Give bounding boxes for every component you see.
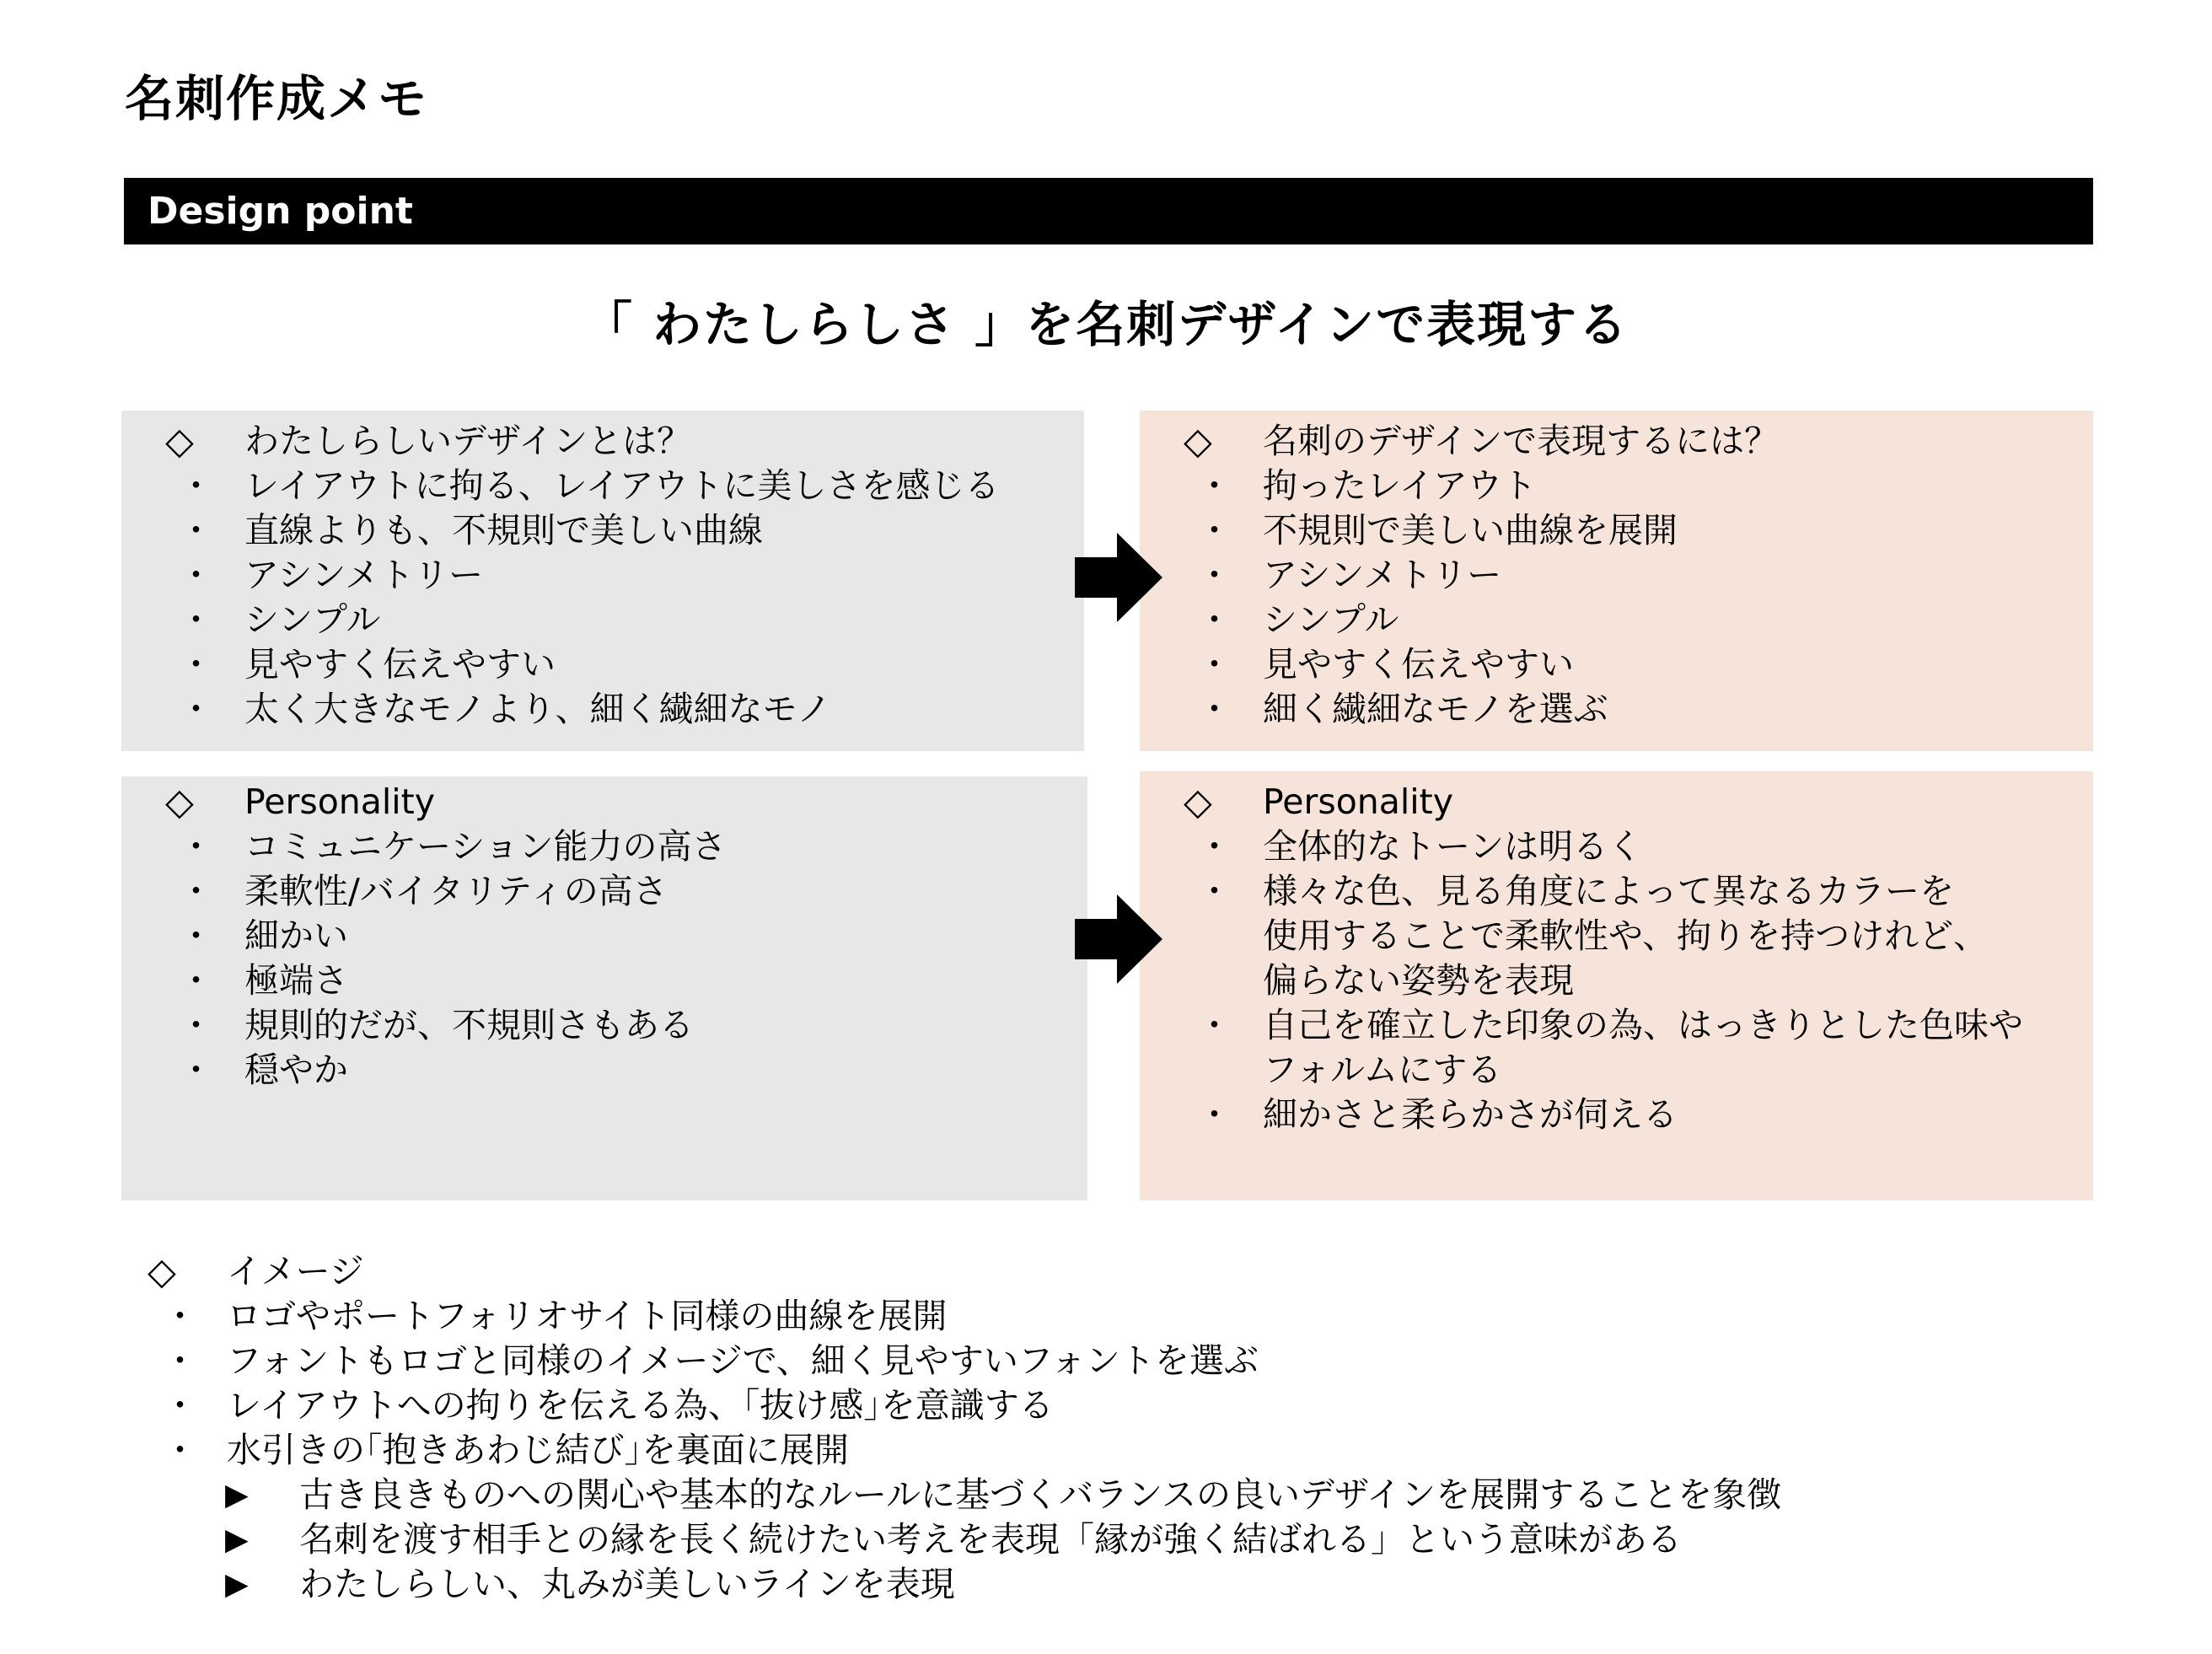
list-item-text: 規則的だが、不規則さもある (244, 1005, 694, 1045)
list-item (1165, 464, 1779, 508)
list-item-text: アシンメトリー (244, 555, 484, 595)
box-heading (147, 419, 999, 464)
image-section-heading-text: イメージ (227, 1251, 364, 1292)
list-item-text: 使用することで柔軟性や、拘りを持つけれど、 (1263, 916, 1989, 956)
list-item (148, 1383, 1781, 1428)
box-personality (121, 776, 1087, 1200)
list-item-text: 柔軟性/バイタリティの高さ (244, 871, 668, 911)
list-item-text: フォルムにする (1263, 1050, 1502, 1090)
list-item-text: 細かさと柔らかさが伺える (1263, 1094, 1678, 1135)
triangle-bullet-icon: ▶ (225, 1567, 249, 1602)
diamond-icon: ◇ (148, 1250, 176, 1293)
bullet-icon: ・ (163, 1385, 197, 1426)
bullet-icon: ・ (1197, 1094, 1232, 1135)
list-item (148, 1339, 1781, 1383)
list-item (147, 687, 999, 732)
list-item-text: 偏らない姿勢を表現 (1263, 960, 1574, 1001)
list-item-text: アシンメトリー (1263, 555, 1502, 595)
sub-list-item-text: 名刺を渡す相手との縁を長く続けたい考えを表現「縁が強く結ばれる」という意味がある (299, 1519, 1682, 1560)
bullet-icon: ・ (163, 1296, 197, 1336)
list-item-text: レイアウトへの拘りを伝える為、｢抜け感｣を意識する (227, 1385, 1054, 1426)
list-item (1165, 1003, 2023, 1048)
sub-list-item-text: 古き良きものへの関心や基本的なルールに基づくバランスの良いデザインを展開することを象徴 (299, 1474, 1782, 1515)
list-item (147, 959, 727, 1003)
bullet-icon: ・ (179, 555, 213, 595)
list-item (1165, 553, 1779, 598)
list-item-text: 極端さ (244, 960, 348, 1001)
bullet-icon: ・ (179, 510, 213, 550)
page-title: 名刺作成メモ (125, 70, 429, 127)
list-item-text: 見やすく伝えやすい (1263, 644, 1574, 685)
list-item (147, 508, 999, 553)
list-item (1165, 598, 1779, 642)
box-heading-text: Personality (1263, 781, 1454, 822)
box-personality-expression-list (1165, 780, 2023, 1137)
bullet-icon: ・ (179, 871, 213, 911)
list-item-text: 細かい (244, 916, 348, 956)
box-heading-text: Personality (244, 781, 436, 822)
list-item-text: 太く大きなモノより、細く繊細なモノ (244, 689, 832, 729)
list-item (1165, 869, 2023, 914)
list-item-text: シンプル (1263, 599, 1399, 640)
bullet-icon: ・ (1197, 599, 1232, 640)
bullet-icon: ・ (1197, 689, 1232, 729)
bullet-icon: ・ (179, 960, 213, 1001)
list-item (147, 642, 999, 687)
bullet-icon: ・ (1197, 826, 1232, 867)
bullet-icon: ・ (1197, 1005, 1232, 1045)
list-item (1165, 642, 1779, 687)
list-item-text: コミュニケーション能力の高さ (244, 826, 727, 867)
arrow-right-icon (1075, 533, 1164, 622)
sub-list-item (148, 1517, 1781, 1562)
list-item (147, 1048, 727, 1093)
list-item (148, 1294, 1781, 1339)
arrow-right-shape (1075, 533, 1162, 622)
box-my-design-list (147, 419, 999, 732)
list-item (147, 553, 999, 598)
bullet-icon: ・ (179, 1050, 213, 1090)
list-item (1165, 508, 1779, 553)
section-header-label: Design point (148, 190, 413, 233)
list-item-text: 不規則で美しい曲線を展開 (1263, 510, 1678, 550)
list-item-text: 直線よりも、不規則で美しい曲線 (244, 510, 763, 550)
list-item (1165, 687, 1779, 732)
bullet-icon: ・ (179, 1005, 213, 1045)
list-item (147, 464, 999, 508)
list-item-text: 自己を確立した印象の為、はっきりとした色味や (1263, 1005, 2023, 1045)
bullet-icon: ・ (1197, 644, 1232, 685)
list-item-text: 穏やか (244, 1050, 348, 1090)
list-item (147, 914, 727, 959)
list-item-text: シンプル (244, 599, 381, 640)
bullet-icon: ・ (179, 916, 213, 956)
list-item (147, 869, 727, 914)
list-item (147, 1003, 727, 1048)
image-section-list (148, 1249, 1781, 1607)
box-heading (1165, 780, 2023, 824)
list-item (147, 598, 999, 642)
bullet-icon: ・ (179, 826, 213, 867)
section-header-bar (124, 178, 2093, 244)
bullet-icon: ・ (1197, 465, 1232, 506)
box-card-design (1140, 411, 2093, 751)
list-item-text: 様々な色、見る角度によって異なるカラーを (1263, 871, 1954, 911)
box-personality-list (147, 780, 727, 1093)
list-item-text: レイアウトに拘る、レイアウトに美しさを感じる (244, 465, 1000, 506)
arrow-right-icon (1075, 894, 1164, 984)
list-item-continuation (1165, 959, 2023, 1003)
list-item-continuation (1165, 914, 2023, 959)
box-heading (147, 780, 727, 824)
box-my-design (121, 411, 1084, 751)
bullet-icon: ・ (163, 1340, 197, 1381)
diamond-icon: ◇ (1184, 420, 1212, 463)
bullet-icon: ・ (179, 689, 213, 729)
box-heading-text: 名刺のデザインで表現するには？ (1263, 421, 1780, 461)
bullet-icon: ・ (179, 465, 213, 506)
list-item-continuation (1165, 1048, 2023, 1093)
bullet-icon: ・ (179, 644, 213, 685)
list-item-text: 水引きの｢抱きあわじ結び｣を裏面に展開 (227, 1430, 849, 1470)
image-section-heading (148, 1249, 1781, 1294)
list-item (1165, 824, 2023, 869)
list-item-text: 全体的なトーンは明るく (1263, 826, 1643, 867)
arrow-right-shape (1075, 894, 1162, 984)
bullet-icon: ・ (179, 599, 213, 640)
box-heading (1165, 419, 1779, 464)
list-item-text: 拘ったレイアウト (1263, 465, 1537, 506)
headline: 「 わたしらしさ 」を名刺デザインで表現する (583, 296, 1629, 353)
box-card-design-list (1165, 419, 1779, 732)
triangle-bullet-icon: ▶ (225, 1522, 249, 1557)
sub-list-item-text: わたしらしい、丸みが美しいラインを表現 (299, 1564, 955, 1604)
bullet-icon: ・ (1197, 510, 1232, 550)
list-item-text: ロゴやポートフォリオサイト同様の曲線を展開 (227, 1296, 948, 1336)
triangle-bullet-icon: ▶ (225, 1478, 249, 1512)
diamond-icon: ◇ (165, 420, 194, 463)
bullet-icon: ・ (1197, 871, 1232, 911)
sub-list-item (148, 1562, 1781, 1607)
diamond-icon: ◇ (1184, 781, 1212, 824)
list-item-text: 見やすく伝えやすい (244, 644, 556, 685)
bullet-icon: ・ (1197, 555, 1232, 595)
list-item-text: 細く繊細なモノを選ぶ (1263, 689, 1608, 729)
box-personality-expression (1140, 771, 2093, 1200)
sub-list-item (148, 1473, 1781, 1517)
box-heading-text: わたしらしいデザインとは？ (244, 421, 692, 461)
list-item (1165, 1093, 2023, 1137)
list-item (148, 1428, 1781, 1473)
diamond-icon: ◇ (165, 781, 194, 824)
bullet-icon: ・ (163, 1430, 197, 1470)
list-item (147, 824, 727, 869)
list-item-text: フォントもロゴと同様のイメージで、細く見やすいフォントを選ぶ (227, 1340, 1259, 1381)
